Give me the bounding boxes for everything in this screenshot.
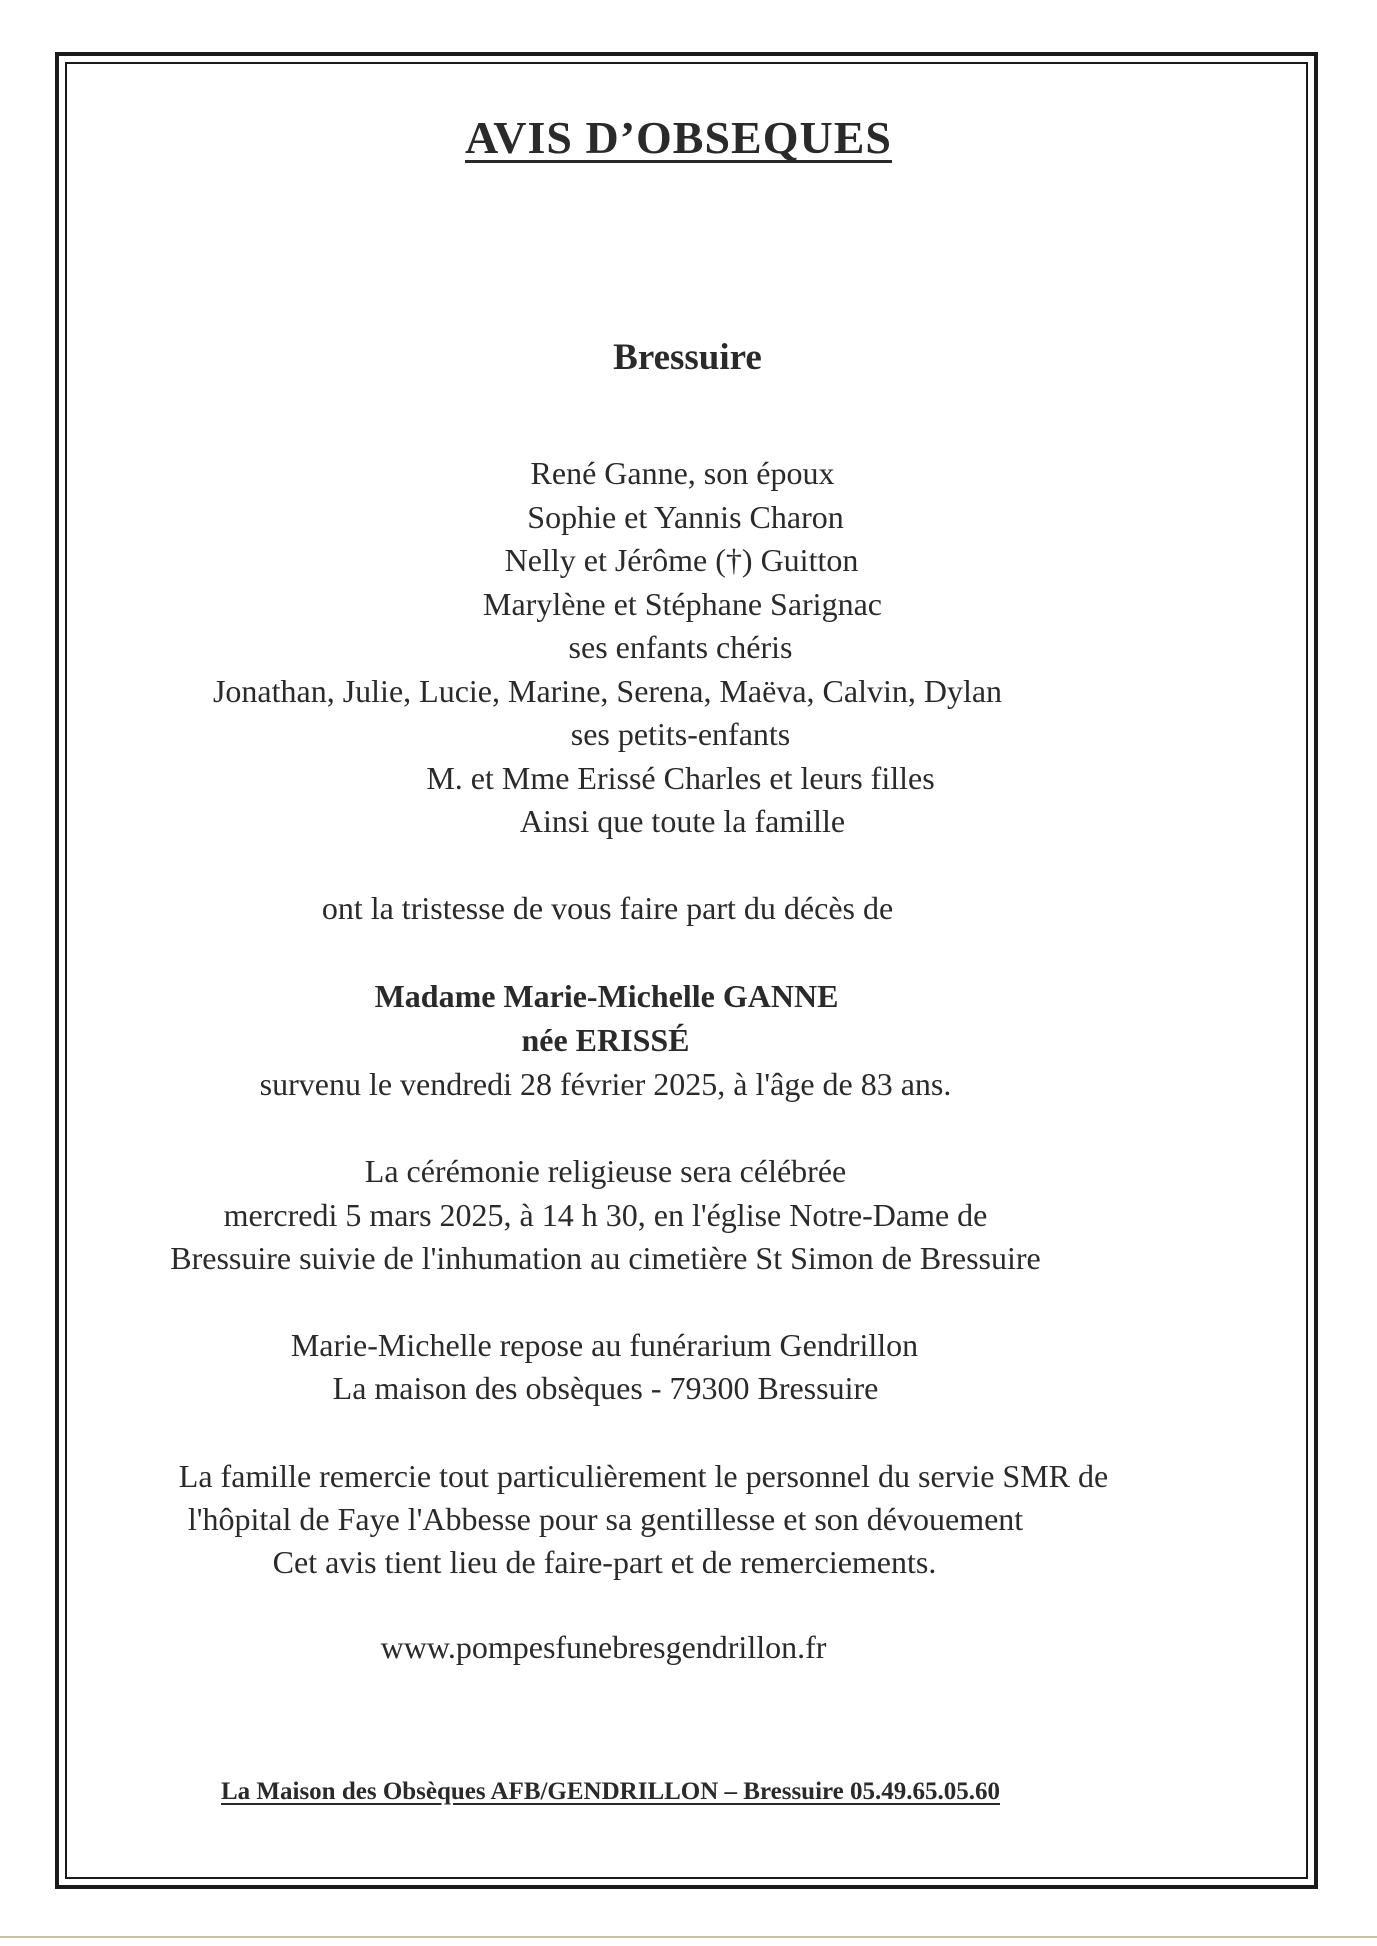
announcement: ont la tristesse de vous faire part du décès de (321, 890, 894, 926)
family-line-7: ses petits-enfants (570, 716, 791, 752)
family-line-4: Marylène et Stéphane Sarignac (483, 586, 882, 622)
thanks-line-1: La famille remercie tout particulièrement le personnel du servie SMR de (178, 1458, 1109, 1494)
family-line-9: Ainsi que toute la famille (519, 803, 846, 839)
ceremony-line-2: mercredi 5 mars 2025, à 14 h 30, en l'église Notre-Dame de (223, 1197, 988, 1233)
family-line-3: Nelly et Jérôme (†) Guitton (504, 542, 859, 578)
deceased-date: survenu le vendredi 28 février 2025, à l'âge de 83 ans. (259, 1066, 952, 1102)
page-bottom-edge (0, 1936, 1377, 1938)
family-line-6: Jonathan, Julie, Lucie, Marine, Serena, Maëva, Calvin, Dylan (212, 673, 1003, 709)
thanks-line-3: Cet avis tient lieu de faire-part et de remerciements. (272, 1544, 937, 1580)
ceremony-line-3: Bressuire suivie de l'inhumation au cimetière St Simon de Bressuire (170, 1240, 1041, 1276)
town-heading: Bressuire (613, 337, 762, 378)
deceased-maiden-name: née ERISSÉ (521, 1022, 690, 1058)
notice-title: AVIS D’OBSEQUES (464, 112, 893, 163)
family-line-2: Sophie et Yannis Charon (527, 499, 844, 535)
website-link[interactable]: www.pompesfunebresgendrillon.fr (380, 1629, 827, 1665)
footer-contact: La Maison des Obsèques AFB/GENDRILLON – Bressuire 05.49.65.05.60 (220, 1778, 1001, 1805)
ceremony-line-1: La cérémonie religieuse sera célébrée (364, 1153, 847, 1189)
thanks-line-2: l'hôpital de Faye l'Abbesse pour sa gentillesse et son dévouement (187, 1501, 1024, 1537)
rest-line-2: La maison des obsèques - 79300 Bressuire (332, 1370, 879, 1406)
family-line-8: M. et Mme Erissé Charles et leurs filles (426, 760, 935, 796)
family-line-5: ses enfants chéris (568, 629, 793, 665)
rest-line-1: Marie-Michelle repose au funérarium Gendrillon (290, 1327, 919, 1363)
deceased-name: Madame Marie-Michelle GANNE (374, 978, 839, 1014)
family-line-1: René Ganne, son époux (530, 455, 835, 491)
